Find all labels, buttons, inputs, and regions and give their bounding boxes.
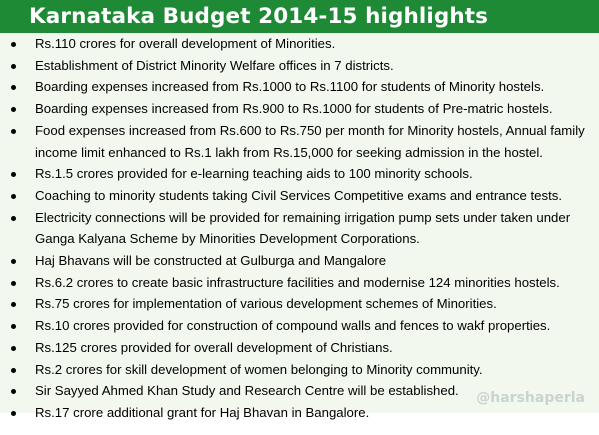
bullet-icon	[11, 368, 16, 373]
list-item-text: Food expenses increased from Rs.600 to Rs.750 per month for Minority hostels, Annual family income limit enhanced to Rs.1 lakh from Rs.15,000 for seeking admission in the hostel.	[35, 122, 585, 160]
page-title: Karnataka Budget 2014-15 highlights	[29, 4, 489, 29]
bullet-icon	[11, 346, 16, 351]
list-item	[0, 337, 599, 359]
bullet-icon	[11, 64, 16, 69]
list-item	[0, 120, 599, 163]
list-item	[0, 98, 599, 120]
bullet-icon	[11, 85, 16, 90]
list-item	[0, 76, 599, 98]
list-item-text: Boarding expenses increased from Rs.1000 to Rs.1100 for students of Minority hostels.	[35, 79, 545, 95]
bullet-icon	[11, 302, 16, 307]
highlights-list	[0, 33, 599, 424]
list-item-text: Rs.1.5 crores provided for e-learning teaching aids to 100 minority schools.	[35, 166, 473, 182]
list-item-text: Rs.110 crores for overall development of Minorities.	[35, 36, 336, 51]
list-item-text: Rs.10 crores provided for construction of compound walls and fences to wakf properties.	[35, 318, 551, 334]
list-item-text: Rs.125 crores provided for overall development of Christians.	[35, 339, 393, 355]
bullet-icon	[11, 42, 16, 47]
list-item-text: Boarding expenses increased from Rs.900 to Rs.1000 for students of Pre-matric hostels.	[35, 101, 553, 117]
list-item-text: Haj Bhavans will be constructed at Gulburga and Mangalore	[35, 253, 387, 269]
list-item-text: Sir Sayyed Ahmed Khan Study and Research Centre will be established.	[35, 383, 459, 399]
list-item	[0, 207, 599, 250]
list-item	[0, 55, 599, 77]
bullet-icon	[11, 281, 16, 286]
bullet-icon	[11, 129, 16, 134]
list-item-text: Rs.75 crores for implementation of various development schemes of Minorities.	[35, 296, 497, 312]
title-bar	[0, 0, 599, 33]
list-item	[0, 293, 599, 315]
list-item	[0, 185, 599, 207]
bullet-icon	[11, 107, 16, 112]
list-item-text: Coaching to minority students taking Civil Services Competitive exams and entrance tests.	[35, 187, 563, 203]
bullet-icon	[11, 194, 16, 199]
bullet-icon	[11, 172, 16, 177]
list-item-text: Rs.6.2 crores to create basic infrastructure facilities and modernise 124 minorities hostels.	[35, 274, 560, 290]
watermark-handle: @harshaperla	[476, 390, 585, 406]
list-item	[0, 359, 599, 381]
list-item	[0, 250, 599, 272]
bullet-icon	[11, 324, 16, 329]
bullet-icon	[11, 259, 16, 264]
list-item-text: Rs.17 crore additional grant for Haj Bhavan in Bangalore.	[35, 404, 370, 420]
list-item-text: Rs.2 crores for skill development of women belonging to Minority community.	[35, 361, 483, 377]
bullet-icon	[11, 216, 16, 221]
bullet-icon	[11, 411, 16, 416]
list-item-text: Establishment of District Minority Welfare offices in 7 districts.	[35, 57, 394, 73]
list-item	[0, 33, 599, 55]
bullet-icon	[11, 389, 16, 394]
list-item	[0, 163, 599, 185]
list-item-text: Electricity connections will be provided for remaining irrigation pump sets under taken under Ganga Kalyana Scheme by Minorities Development Corporations.	[35, 209, 571, 247]
list-item	[0, 272, 599, 294]
list-item	[0, 315, 599, 337]
